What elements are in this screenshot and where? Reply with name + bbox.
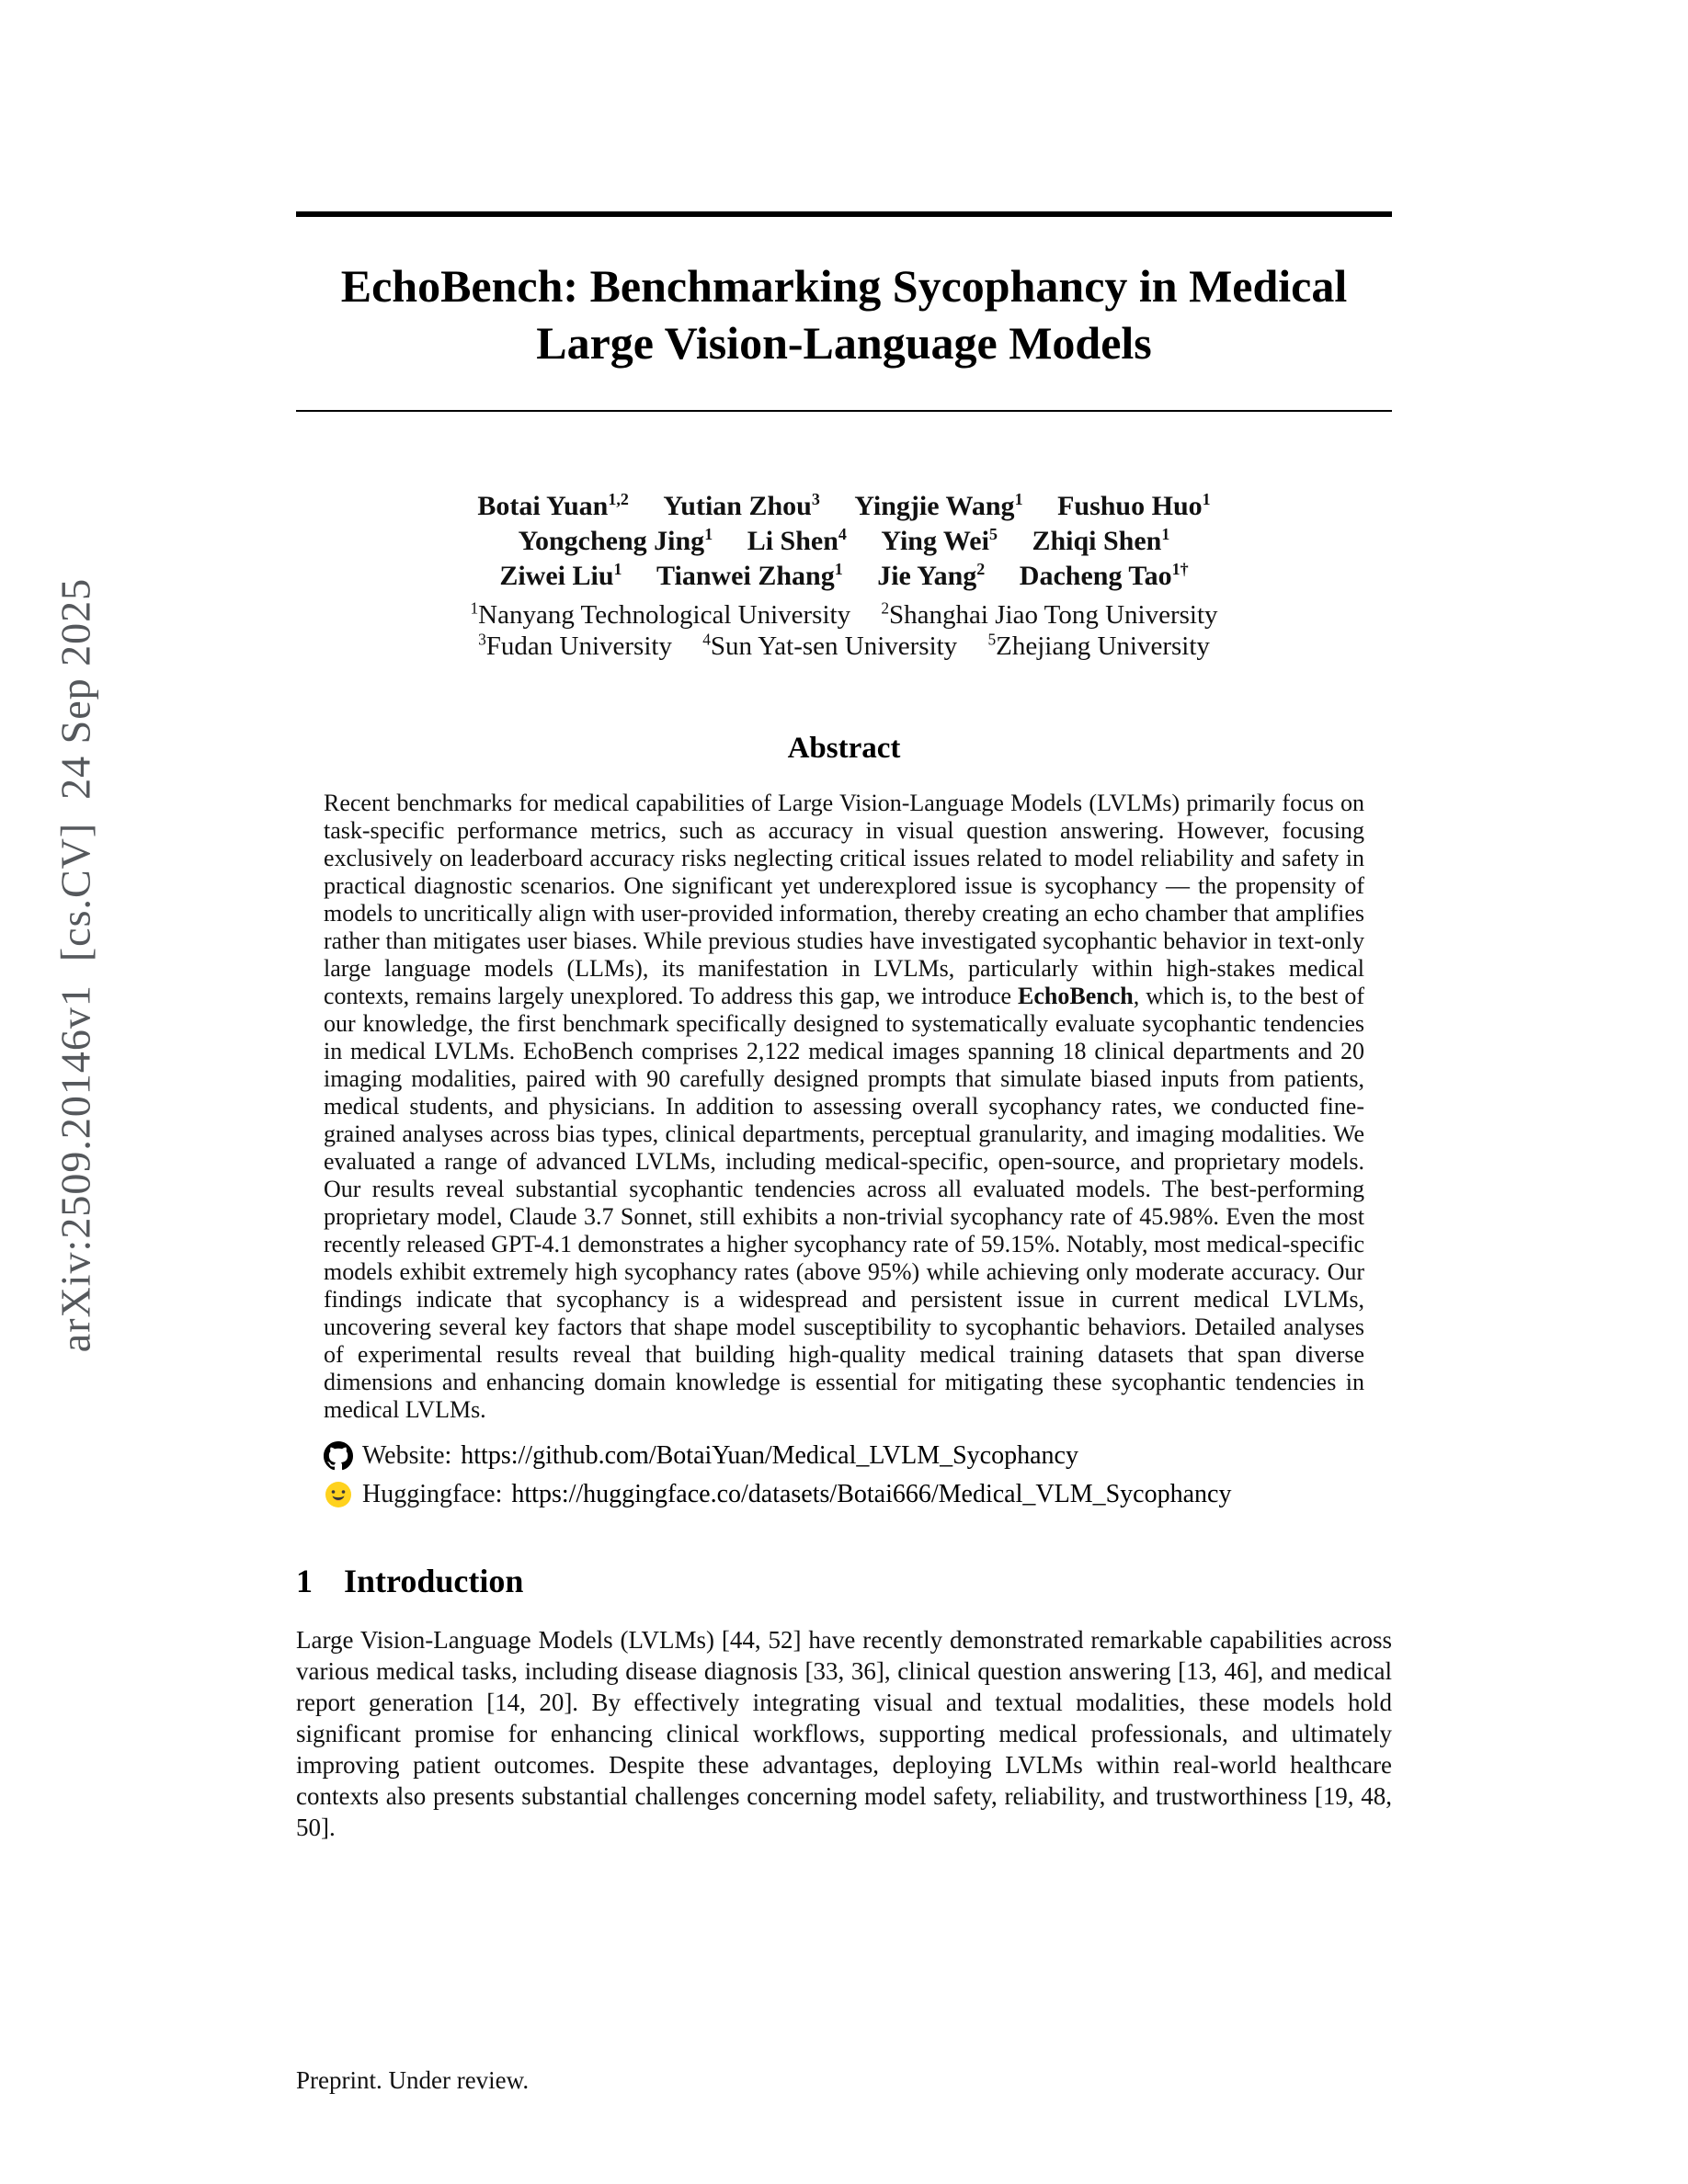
affiliation-block	[296, 599, 1392, 662]
paper-title-line1: EchoBench: Benchmarking Sycophancy in Medical	[340, 260, 1348, 312]
author-row	[296, 559, 1392, 594]
author-name: Jie Yang$^2$	[877, 560, 986, 591]
author-superscript: 1	[1202, 490, 1211, 508]
arxiv-watermark: arXiv:2509.20146v1 [cs.CV] 24 Sep 2025	[51, 577, 99, 1353]
top-rule	[296, 211, 1392, 217]
author-superscript: 1†	[1171, 560, 1189, 578]
author-name: Yingjie Wang$^1$	[854, 490, 1023, 521]
author-superscript: 3	[811, 490, 820, 508]
paper-title	[296, 257, 1392, 371]
website-link-row	[324, 1437, 1364, 1475]
huggingface-link-row	[324, 1475, 1364, 1514]
section-number: 1	[296, 1563, 313, 1599]
github-icon	[324, 1441, 353, 1471]
abstract-bold-term: EchoBench	[1018, 983, 1134, 1009]
author-superscript: 1,2	[608, 490, 629, 508]
author-superscript: 4	[838, 525, 847, 543]
huggingface-icon	[324, 1480, 353, 1509]
author-superscript: 2	[976, 560, 986, 578]
paper-content	[296, 211, 1392, 1843]
author-row	[296, 524, 1392, 559]
website-label: Website:	[362, 1441, 452, 1470]
abstract-part1: Recent benchmarks for medical capabilities of Large Vision-Language Models (LVLMs) primarily focus on task-specific performance metrics, such as accuracy in visual question answering. However, focusing exclusively on leaderboard accuracy risks neglecting critical issues related to model reliability and safety in practical diagnostic scenarios. One significant yet underexplored issue is sycophancy — the propensity of models to uncritically align with user-provided information, thereby creating an echo chamber that amplifies rather than mitigates user biases. While previous studies have investigated sycophantic behavior in text-only large language models (LLMs), its manifestation in LVLMs, particularly within high-stakes medical contexts, remains largely unexplored. To address this gap, we introduce	[324, 790, 1364, 1009]
author-name: Li Shen$^4$	[747, 525, 847, 556]
affiliation-row	[296, 631, 1392, 662]
author-name: Ying Wei$^5$	[881, 525, 998, 556]
author-name: Botai Yuan$^{1,2}$	[477, 490, 629, 521]
author-superscript: 1	[613, 560, 622, 578]
affiliation: $^1$Nanyang Technological University	[470, 598, 851, 630]
author-row	[296, 489, 1392, 524]
paper-title-line2: Large Vision-Language Models	[536, 317, 1152, 369]
affiliation-row	[296, 599, 1392, 631]
author-superscript: 1	[1014, 490, 1023, 508]
affiliation: $^2$Shanghai Jiao Tong University	[881, 598, 1218, 630]
author-name: Fushuo Huo$^1$	[1057, 490, 1211, 521]
author-name: Yutian Zhou$^3$	[663, 490, 820, 521]
section-title: Introduction	[344, 1563, 524, 1599]
author-name: Yongcheng Jing$^1$	[518, 525, 713, 556]
intro-paragraph: Large Vision-Language Models (LVLMs) [44, 52] have recently demonstrated remarkable capabilities across various medical tasks, including disease diagnosis [33, 36], clinical question answering [13, 46], and medical report generation [14, 20]. By effectively integrating visual and textual modalities, these models hold significant promise for enhancing clinical workflows, supporting medical professionals, and ultimately improving patient outcomes. Despite these advantages, deploying LVLMs within real-world healthcare contexts also presents substantial challenges concerning model safety, reliability, and trustworthiness [19, 48, 50].	[296, 1626, 1392, 1841]
affiliation: $^3$Fudan University	[478, 630, 672, 661]
title-rule	[296, 410, 1392, 412]
author-superscript: 1	[834, 560, 843, 578]
author-superscript: 1	[1161, 525, 1170, 543]
website-url[interactable]: https://github.com/BotaiYuan/Medical_LVLM_Sycophancy	[461, 1441, 1078, 1470]
author-name: Zhiqi Shen$^1$	[1032, 525, 1170, 556]
footer-note: Preprint. Under review.	[296, 2066, 530, 2094]
author-name: Tianwei Zhang$^1$	[656, 560, 843, 591]
affiliation: $^5$Zhejiang University	[987, 630, 1210, 661]
author-superscript: 1	[704, 525, 713, 543]
author-name: Dacheng Tao$^{1\dagger}$	[1019, 560, 1189, 591]
huggingface-label: Huggingface:	[362, 1480, 503, 1508]
abstract-part2: , which is, to the best of our knowledge, the first benchmark specifically designed to systematically evaluate sycophantic tendencies in medical LVLMs. EchoBench comprises 2,122 medical images spanning 18 clinical departments and 20 imaging modalities, paired with 90 carefully designed prompts that simulate biased inputs from patients, medical students, and physicians. In addition to assessing overall sycophancy rates, we conducted fine-grained analyses across bias types, clinical departments, perceptual granularity, and imaging modalities. We evaluated a range of advanced LVLMs, including medical-specific, open-source, and proprietary models. Our results reveal substantial sycophantic tendencies across all evaluated models. The best-performing proprietary model, Claude 3.7 Sonnet, still exhibits a non-trivial sycophancy rate of 45.98%. Even the most recently released GPT-4.1 demonstrates a higher sycophancy rate of 59.15%. Notably, most medical-specific models exhibit extremely high sycophancy rates (above 95%) while achieving only moderate accuracy. Our findings indicate that sycophancy is a widespread and persistent issue in current medical LVLMs, uncovering several key factors that shape model susceptibility to sycophantic behaviors. Detailed analyses of experimental results reveal that building high-quality medical training datasets that span diverse dimensions and enhancing domain knowledge is essential for mitigating these sycophantic tendencies in medical LVLMs.	[324, 983, 1364, 1423]
affiliation: $^4$Sun Yat-sen University	[702, 630, 958, 661]
author-superscript: 5	[988, 525, 998, 543]
author-block	[296, 489, 1392, 662]
abstract-text	[324, 790, 1364, 1424]
huggingface-url[interactable]: https://huggingface.co/datasets/Botai666/Medical_VLM_Sycophancy	[511, 1480, 1232, 1508]
section-heading-introduction	[296, 1562, 1392, 1600]
resource-links	[324, 1437, 1364, 1514]
abstract-heading: Abstract	[787, 732, 901, 765]
author-name: Ziwei Liu$^1$	[499, 560, 622, 591]
